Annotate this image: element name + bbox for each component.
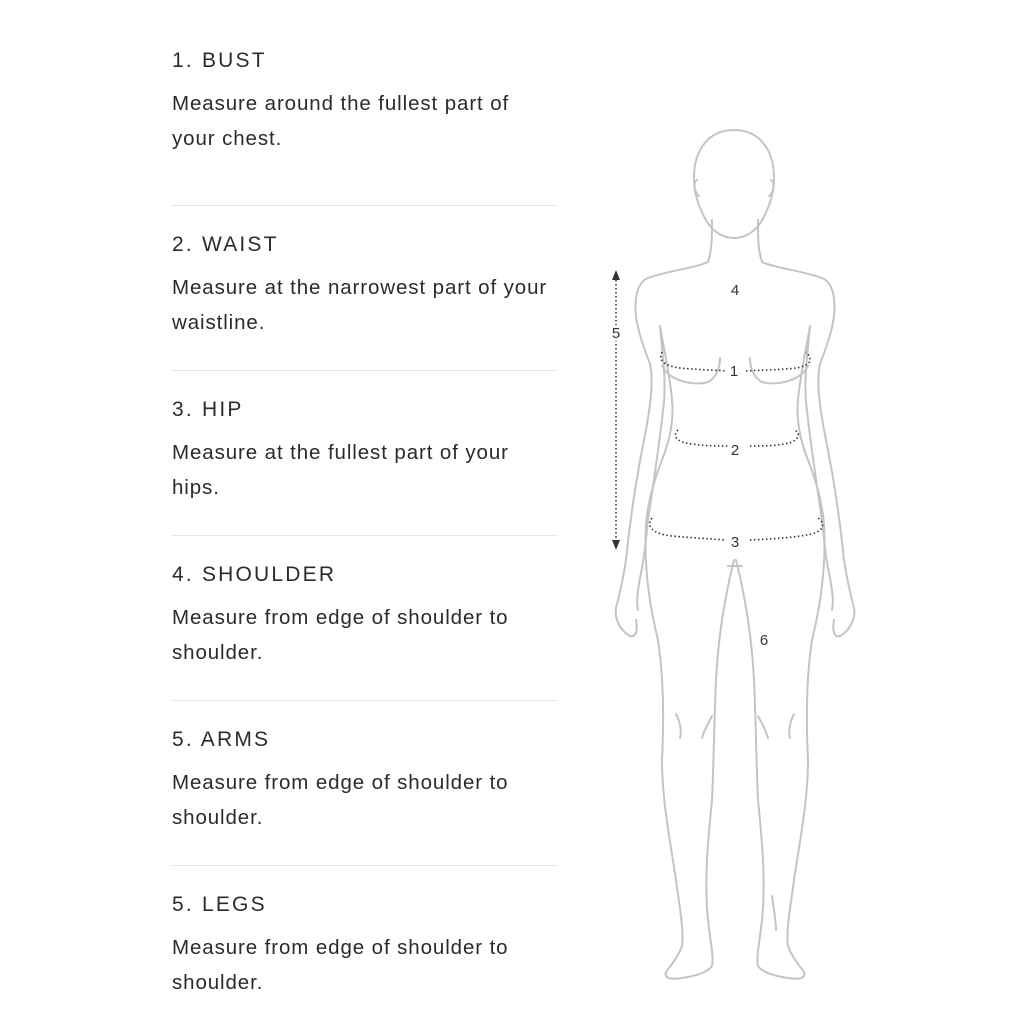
shoulder-label: 4 [730,282,740,299]
bust-label: 1 [729,363,739,380]
measurement-title: 2. WAIST [172,233,279,256]
hip-line-right [750,518,823,540]
body-outline-illustration [600,120,870,990]
measurement-item-arms [172,701,558,866]
leg-label: 6 [759,632,769,649]
waist-label: 2 [730,442,740,459]
arrow-down-icon [612,540,620,550]
waist-line-left [675,430,728,446]
measurement-lines [616,280,823,542]
body-outline [616,130,855,979]
arrow-up-icon [612,270,620,280]
measurement-item-legs [172,866,558,1024]
measurement-description: Measure from edge of shoulder to shoulder. [172,771,509,829]
hip-line-left [650,518,726,540]
measurement-title: 3. HIP [172,398,244,421]
measurement-title: 1. BUST [172,49,267,72]
measurement-title: 5. LEGS [172,893,267,916]
measurement-item-shoulder [172,536,558,701]
measurement-description: Measure from edge of shoulder to shoulder. [172,936,509,994]
waist-line-right [750,430,798,446]
measurement-list [172,42,558,1024]
measurement-item-waist [172,206,558,371]
bust-line-left [661,352,726,371]
body-figure [600,120,870,990]
hip-label: 3 [730,534,740,551]
measurement-description: Measure at the fullest part of your hips. [172,441,509,499]
bust-line-right [746,352,810,371]
arm-label: 5 [611,325,621,342]
measurement-title: 5. ARMS [172,728,271,751]
measurement-item-hip [172,371,558,536]
measurement-description: Measure at the narrowest part of your waistline. [172,276,548,334]
measurement-item-bust [172,42,558,206]
measurement-title: 4. SHOULDER [172,563,337,586]
measurement-description: Measure around the fullest part of your chest. [172,92,510,150]
measurement-description: Measure from edge of shoulder to shoulder. [172,606,509,664]
